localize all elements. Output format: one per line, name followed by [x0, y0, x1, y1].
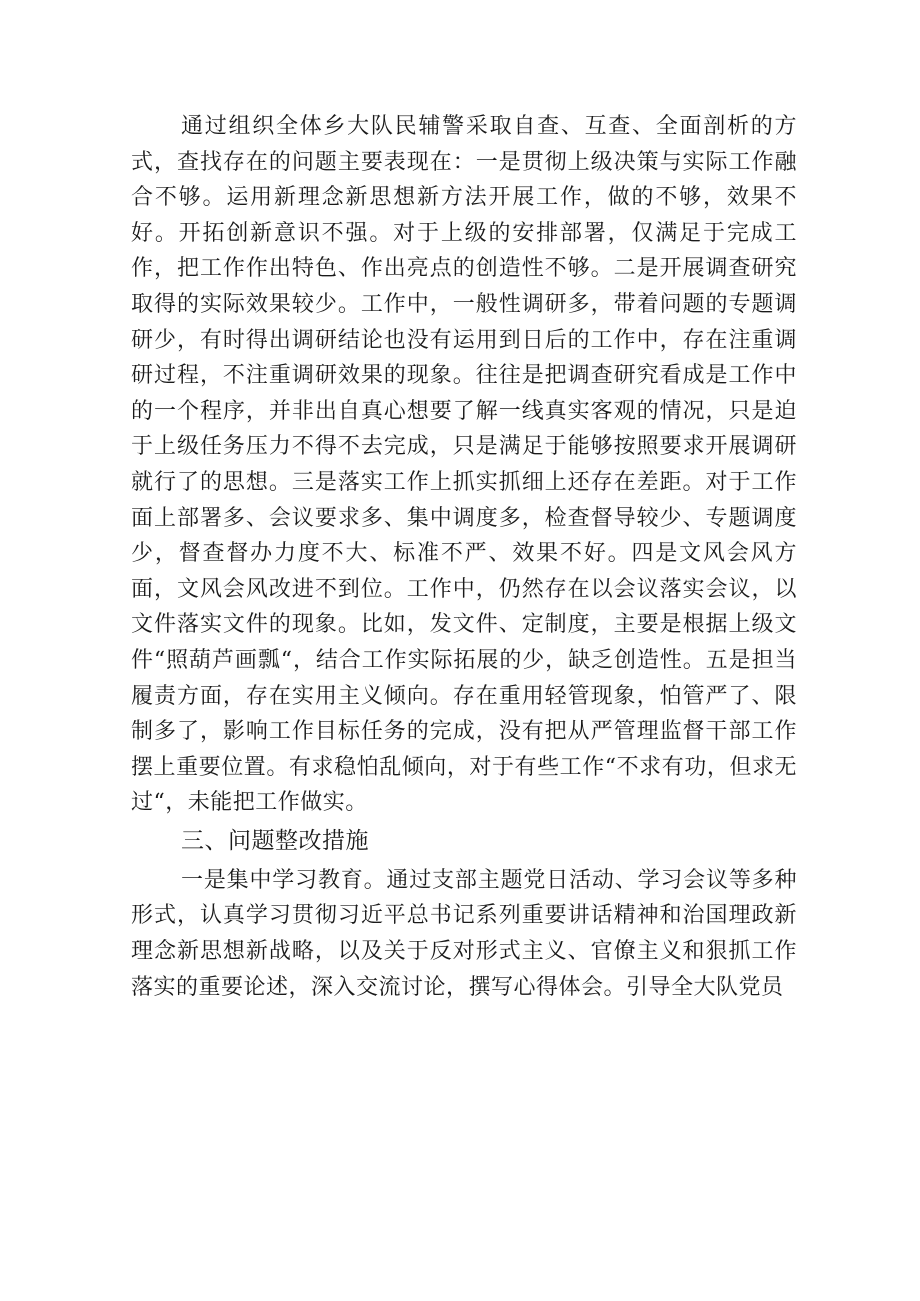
document-body — [131, 109, 797, 1005]
rectification-paragraph: 一是集中学习教育。通过支部主题党日活动、学习会议等多种形式，认真学习贯彻习近平总书记系列重要讲话精神和治国理政新理念新思想新战略，以及关于反对形式主义、官僚主义和狠抓工作落实的重要论述，深入交流讨论，撰写心得体会。引导全大队党员 — [131, 867, 797, 1000]
problems-paragraph: 通过组织全体乡大队民辅警采取自查、互查、全面剖析的方式，查找存在的问题主要表现在：一是贯彻上级决策与实际工作融合不够。运用新理念新思想新方法开展工作，做的不够，效果不好。开拓创新意识不强。对于上级的安排部署，仅满足于完成工作，把工作作出特色、作出亮点的创造性不够。二是开展调查研究取得的实际效果较少。工作中，一般性调研多，带着问题的专题调研少，有时得出调研结论也没有运用到日后的工作中，存在注重调研过程，不注重调研效果的现象。往往是把调查研究看成是工作中的一个程序，并非出自真心想要了解一线真实客观的情况，只是迫于上级任务压力不得不去完成，只是满足于能够按照要求开展调研就行了的思想。三是落实工作上抓实抓细上还存在差距。对于工作面上部署多、会议要求多、集中调度多，检查督导较少、专题调度少，督查督办力度不大、标准不严、效果不好。四是文风会风方面，文风会风改进不到位。工作中，仍然存在以会议落实会议，以文件落实文件的现象。比如，发文件、定制度，主要是根据上级文件“照葫芦画瓢“，结合工作实际拓展的少，缺乏创造性。五是担当履责方面，存在实用主义倾向。存在重用轻管现象，怕管严了、限制多了，影响工作目标任务的完成，没有把从严管理监督干部工作摆上重要位置。有求稳怕乱倾向，对于有些工作“不求有功，但求无过“，未能把工作做实。 — [131, 114, 797, 816]
section-heading: 三、问题整改措施 — [181, 827, 369, 854]
